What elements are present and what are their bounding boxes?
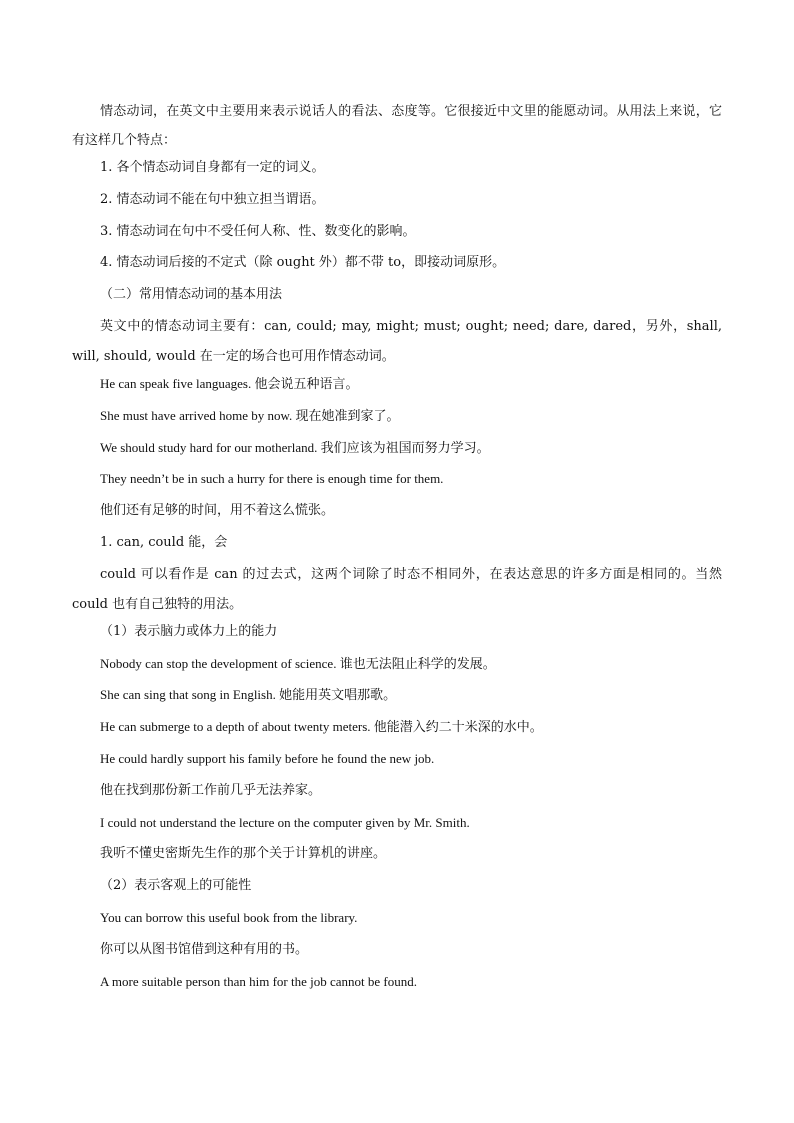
- example-sentence: You can borrow this useful book from the library.: [100, 909, 358, 925]
- example-translation: 他们还有足够的时间，用不着这么慌张。: [100, 503, 335, 519]
- feature-item: 2. 情态动词不能在句中独立担当谓语。: [100, 191, 325, 207]
- document-page: [72, 97, 722, 1002]
- usage-heading: （2）表示客观上的可能性: [100, 878, 252, 894]
- example-sentence: A more suitable person than him for the job cannot be found.: [100, 973, 417, 989]
- example-sentence: We should study hard for our motherland. 我们应该为祖国而努力学习。: [100, 439, 490, 455]
- example-sentence: She must have arrived home by now. 现在她准到家了。: [100, 407, 400, 423]
- example-sentence: He can submerge to a depth of about twenty meters. 他能潜入约二十米深的水中。: [100, 719, 543, 735]
- could-note-paragraph: could 可以看作是 can 的过去式，这两个词除了时态不相同外，在表达意思的许多方面是相同的。当然 could 也有自己独特的用法。: [72, 566, 722, 612]
- feature-item: 1. 各个情态动词自身都有一定的词义。: [100, 160, 325, 175]
- feature-item: 4. 情态动词后接的不定式（除 ought 外）都不带 to，即接动词原形。: [100, 255, 506, 271]
- section-heading: （二）常用情态动词的基本用法: [100, 287, 283, 303]
- modal-list-paragraph: 英文中的情态动词主要有：can, could; may, might; must; ought; need; dare, dared，另外，shall, will, should, would 在一定的场合也可用作情态动词。: [72, 318, 722, 364]
- usage-heading: （1）表示脑力或体力上的能力: [100, 623, 278, 639]
- intro-paragraph: 情态动词，在英文中主要用来表示说话人的看法、态度等。它很接近中文里的能愿动词。从用法上来说，它有这样几个特点：: [72, 104, 722, 148]
- example-translation: 你可以从图书馆借到这种有用的书。: [100, 941, 309, 957]
- example-sentence: He could hardly support his family before he found the new job.: [100, 750, 435, 766]
- example-translation: 他在找到那份新工作前几乎无法养家。: [100, 782, 322, 798]
- example-sentence: He can speak five languages. 他会说五种语言。: [100, 375, 359, 391]
- subsection-heading: 1. can, could 能，会: [100, 534, 228, 550]
- example-sentence: I could not understand the lecture on the computer given by Mr. Smith.: [100, 814, 470, 830]
- feature-item: 3. 情态动词在句中不受任何人称、性、数变化的影响。: [100, 223, 416, 239]
- example-sentence: Nobody can stop the development of science. 谁也无法阻止科学的发展。: [100, 655, 496, 671]
- example-sentence: They needn’t be in such a hurry for there is enough time for them.: [100, 471, 444, 487]
- example-sentence: She can sing that song in English. 她能用英文唱那歌。: [100, 687, 397, 703]
- example-translation: 我听不懂史密斯先生作的那个关于计算机的讲座。: [100, 846, 387, 862]
